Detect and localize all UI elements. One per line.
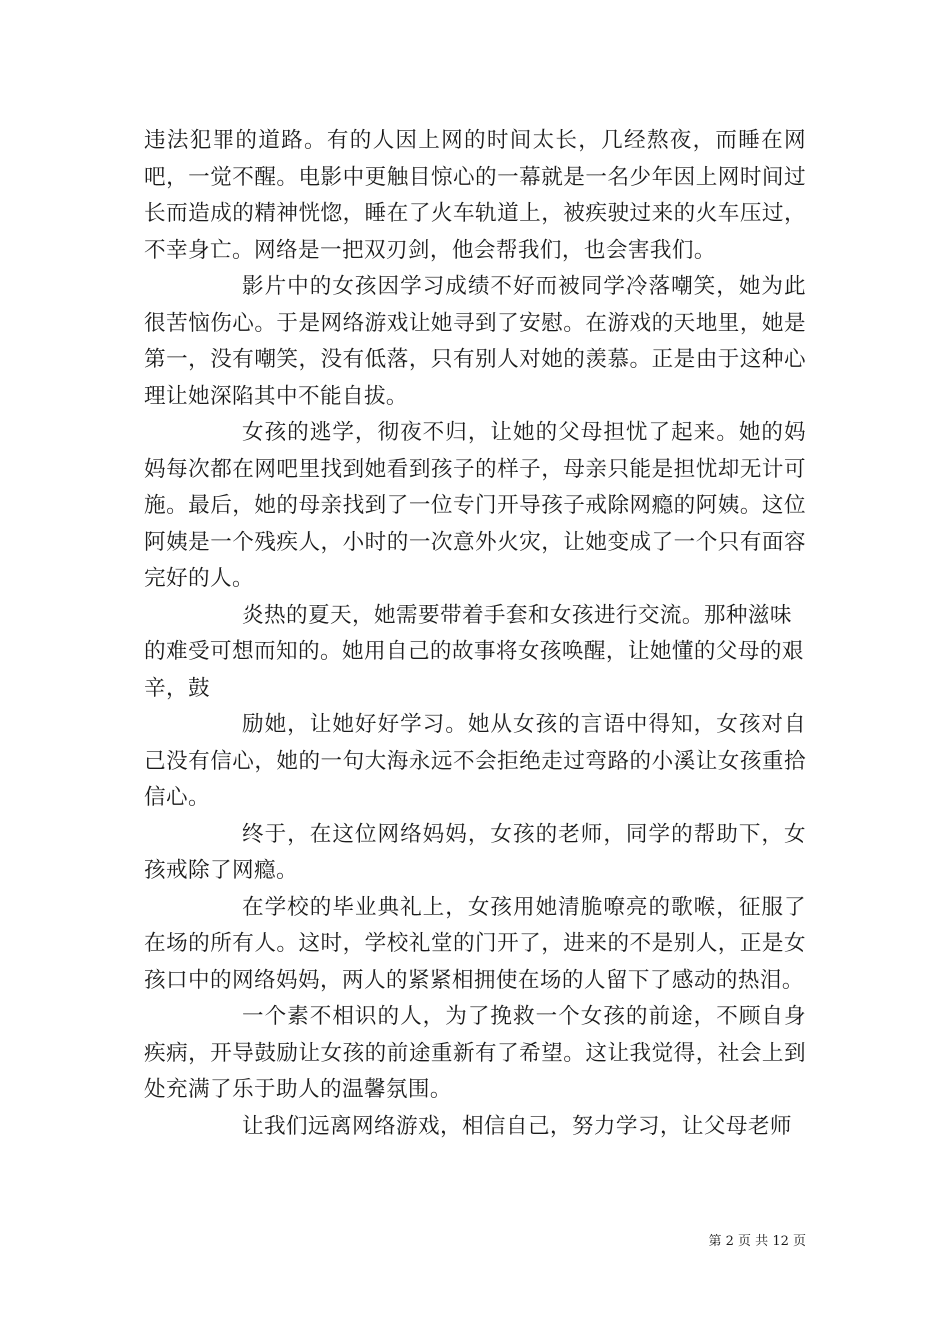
paragraph-7: 在学校的毕业典礼上，女孩用她清脆嘹亮的歌喉，征服了在场的所有人。这时，学校礼堂的门开了，进来的不是别人，正是女孩口中的网络妈妈，两人的紧紧相拥使在场的人留下了感动的热泪。 [144,894,806,993]
paragraph-8: 一个素不相识的人，为了挽救一个女孩的前途，不顾自身疾病，开导鼓励让女孩的前途重新有了希望。这让我觉得，社会上到处充满了乐于助人的温馨氛围。 [144,1004,806,1102]
paragraph-2: 影片中的女孩因学习成绩不好而被同学冷落嘲笑，她为此很苦恼伤心。于是网络游戏让她寻到了安慰。在游戏的天地里，她是第一，没有嘲笑，没有低落，只有别人对她的羡慕。正是由于这种心理让她深陷其中不能自拔。 [144,274,806,409]
body-text [144,123,806,1145]
paragraph-5: 励她，让她好好学习。她从女孩的言语中得知，女孩对自己没有信心，她的一句大海永远不会拒绝走过弯路的小溪让女孩重拾信心。 [144,712,806,810]
paragraph-6: 终于，在这位网络妈妈，女孩的老师，同学的帮助下，女孩戒除了网瘾。 [144,821,806,883]
paragraph-4: 炎热的夏天，她需要带着手套和女孩进行交流。那种滋味的难受可想而知的。她用自己的故事将女孩唤醒，让她懂的父母的艰辛，鼓 [144,602,804,701]
page-number-footer: 第 2 页 共 12 页 [708,1234,806,1249]
paragraph-1: 违法犯罪的道路。有的人因上网的时间太长，几经熬夜，而睡在网吧，一觉不醒。电影中更触目惊心的一幕就是一名少年因上网时间过长而造成的精神恍惚，睡在了火车轨道上，被疾驶过来的火车压过，不幸身亡。网络是一把双刃剑，他会帮我们，也会害我们。 [144,128,806,263]
paragraph-3: 女孩的逃学，彻夜不归，让她的父母担忧了起来。她的妈妈每次都在网吧里找到她看到孩子的样子，母亲只能是担忧却无计可施。最后，她的母亲找到了一位专门开导孩子戒除网瘾的阿姨。这位阿姨是一个残疾人，小时的一次意外火灾，让她变成了一个只有面容完好的人。 [144,420,806,591]
paragraph-9: 让我们远离网络游戏，相信自己，努力学习，让父母老师 [242,1113,792,1139]
